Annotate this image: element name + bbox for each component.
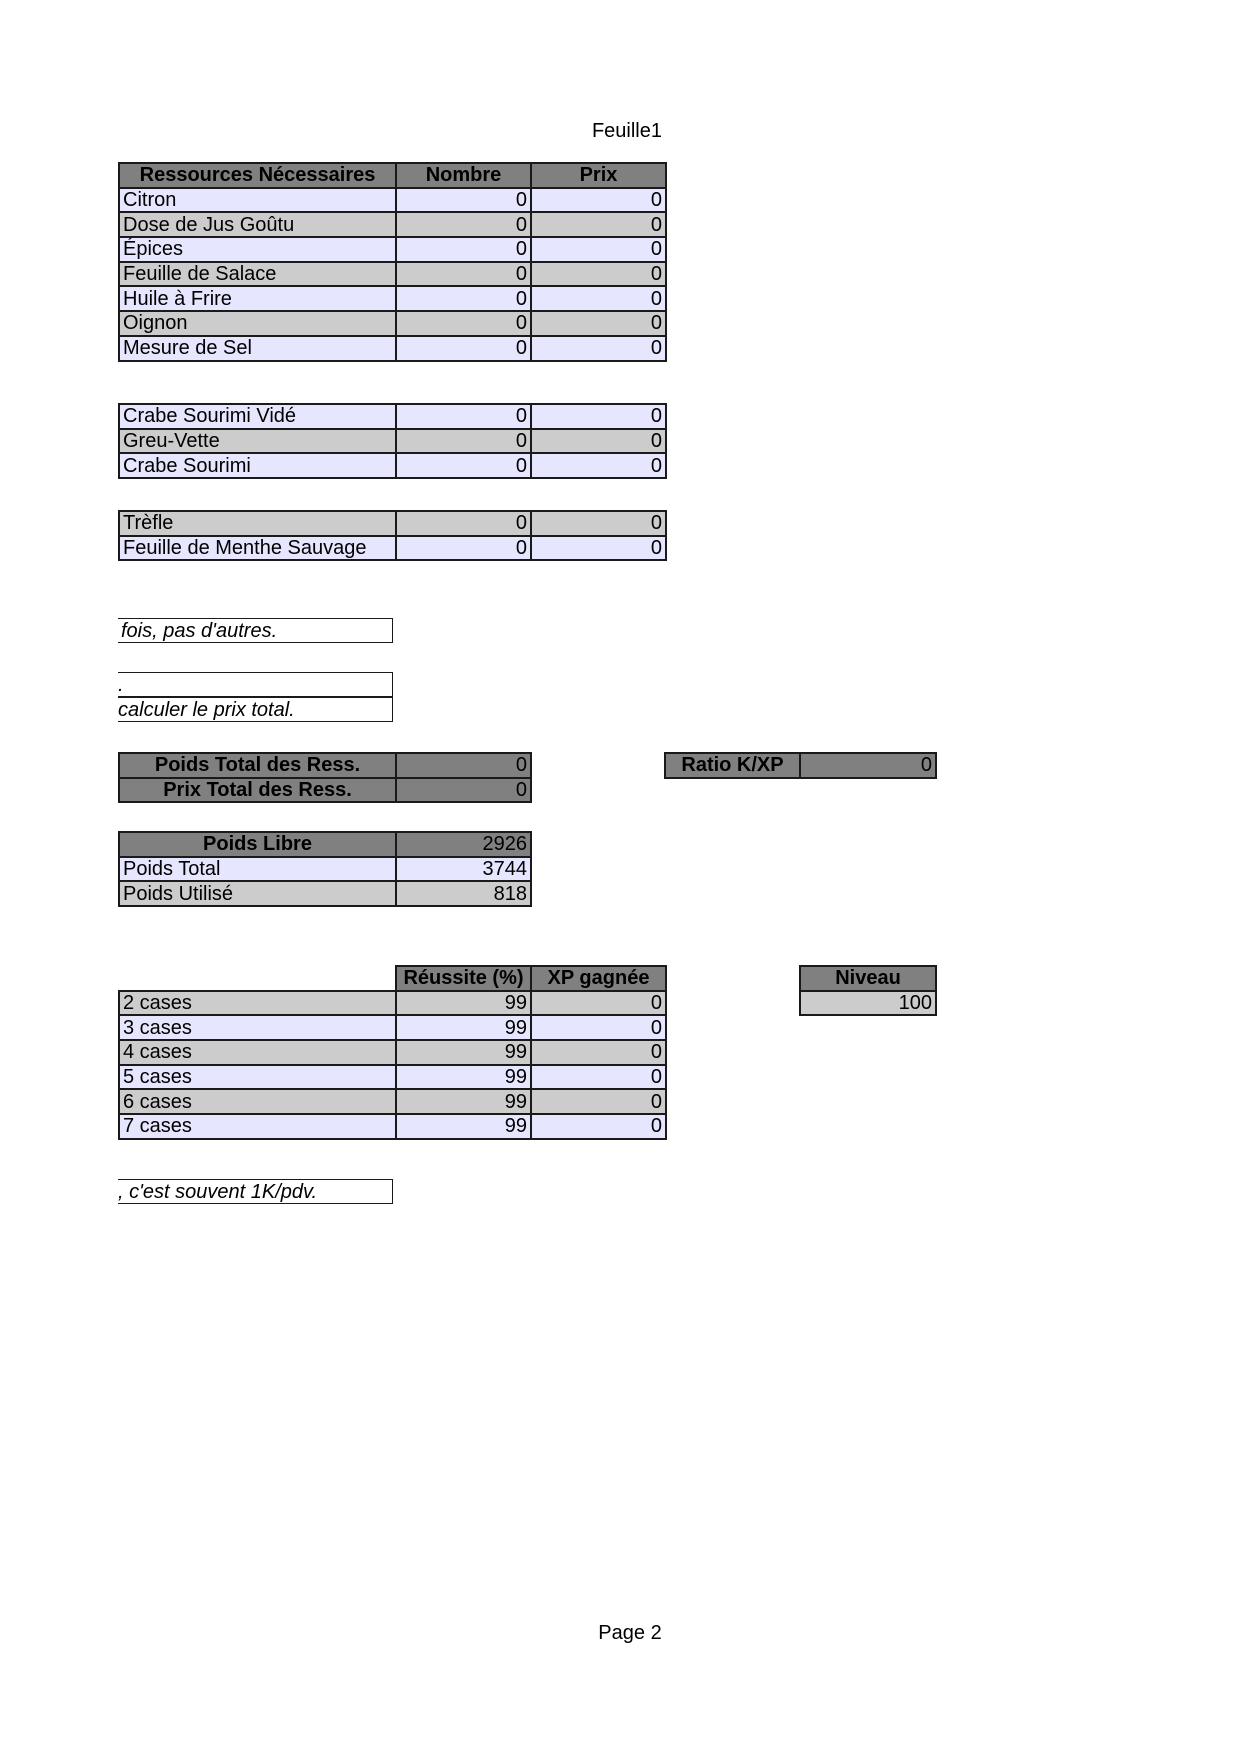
cell-nombre[interactable]: 0	[396, 536, 531, 561]
poids-total-label: Poids Total	[119, 857, 396, 882]
resources-table	[118, 162, 667, 362]
cell-reussite[interactable]: 99	[396, 1114, 531, 1139]
cell-prix[interactable]: 0	[531, 188, 666, 213]
poids-libre-value[interactable]: 2926	[396, 832, 531, 857]
cell-prix[interactable]: 0	[531, 311, 666, 336]
table-row	[119, 1040, 666, 1065]
table-row	[119, 188, 666, 213]
cell-cases: 2 cases	[119, 991, 396, 1016]
cell-xp[interactable]: 0	[531, 991, 666, 1016]
cell-prix[interactable]: 0	[531, 511, 666, 536]
cell-nombre[interactable]: 0	[396, 311, 531, 336]
table-header-row	[119, 966, 666, 991]
totals-table	[118, 752, 532, 803]
cell-prix[interactable]: 0	[531, 286, 666, 311]
cell-cases: 5 cases	[119, 1065, 396, 1090]
cell-xp[interactable]: 0	[531, 1089, 666, 1114]
table-row	[119, 778, 531, 803]
table-header-row	[119, 163, 666, 188]
resources-group-3	[118, 510, 667, 561]
table-row	[119, 311, 666, 336]
header-ressources: Ressources Nécessaires	[119, 163, 396, 188]
cell-nombre[interactable]: 0	[396, 453, 531, 478]
table-row	[665, 753, 936, 778]
poids-utilise-value[interactable]: 818	[396, 881, 531, 906]
prix-total-ress-label: Prix Total des Ress.	[119, 778, 396, 803]
cell-prix[interactable]: 0	[531, 237, 666, 262]
cell-name[interactable]: Greu-Vette	[119, 429, 396, 454]
table-row	[119, 881, 531, 906]
ratio-table	[664, 752, 937, 779]
poids-total-value[interactable]: 3744	[396, 857, 531, 882]
table-row	[119, 991, 666, 1016]
cell-name[interactable]: Crabe Sourimi Vidé	[119, 404, 396, 429]
poids-total-ress-label: Poids Total des Ress.	[119, 753, 396, 778]
note-cell-2a[interactable]: .	[118, 672, 393, 697]
table-row	[119, 753, 531, 778]
table-row	[119, 832, 531, 857]
table-row	[119, 237, 666, 262]
header-prix: Prix	[531, 163, 666, 188]
cell-reussite[interactable]: 99	[396, 1015, 531, 1040]
cell-name[interactable]: Citron	[119, 188, 396, 213]
poids-utilise-label: Poids Utilisé	[119, 881, 396, 906]
header-xp: XP gagnée	[531, 966, 666, 991]
table-row	[119, 286, 666, 311]
prix-total-ress-value[interactable]: 0	[396, 778, 531, 803]
sheet-title: Feuille1	[591, 120, 662, 142]
cell-cases: 7 cases	[119, 1114, 396, 1139]
note-cell-3[interactable]: , c'est souvent 1K/pdv.	[118, 1179, 393, 1204]
cell-prix[interactable]: 0	[531, 429, 666, 454]
table-header-row	[800, 966, 936, 991]
table-row	[119, 429, 666, 454]
table-row	[119, 262, 666, 287]
cell-xp[interactable]: 0	[531, 1015, 666, 1040]
niveau-label: Niveau	[800, 966, 936, 991]
cell-xp[interactable]: 0	[531, 1114, 666, 1139]
note-cell-1[interactable]: fois, pas d'autres.	[118, 618, 393, 643]
cell-reussite[interactable]: 99	[396, 1089, 531, 1114]
table-row	[119, 1015, 666, 1040]
cell-nombre[interactable]: 0	[396, 429, 531, 454]
cell-name[interactable]: Dose de Jus Goûtu	[119, 212, 396, 237]
ratio-label: Ratio K/XP	[665, 753, 800, 778]
header-nombre: Nombre	[396, 163, 531, 188]
cell-name[interactable]: Trèfle	[119, 511, 396, 536]
cell-nombre[interactable]: 0	[396, 286, 531, 311]
cell-prix[interactable]: 0	[531, 453, 666, 478]
table-row	[119, 511, 666, 536]
cell-name[interactable]: Mesure de Sel	[119, 336, 396, 361]
table-row	[800, 991, 936, 1016]
poids-libre-label: Poids Libre	[119, 832, 396, 857]
note-cell-2b[interactable]: calculer le prix total.	[118, 697, 393, 722]
table-row	[119, 1114, 666, 1139]
resources-group-2	[118, 403, 667, 479]
cell-name[interactable]: Oignon	[119, 311, 396, 336]
cell-prix[interactable]: 0	[531, 536, 666, 561]
poids-table	[118, 831, 532, 907]
table-row	[119, 1065, 666, 1090]
cell-name[interactable]: Feuille de Menthe Sauvage	[119, 536, 396, 561]
table-row	[119, 536, 666, 561]
cell-name[interactable]: Épices	[119, 237, 396, 262]
cell-reussite[interactable]: 99	[396, 1040, 531, 1065]
cell-xp[interactable]: 0	[531, 1040, 666, 1065]
cell-nombre[interactable]: 0	[396, 237, 531, 262]
table-row	[119, 336, 666, 361]
cell-name[interactable]: Huile à Frire	[119, 286, 396, 311]
table-row	[119, 212, 666, 237]
poids-total-ress-value[interactable]: 0	[396, 753, 531, 778]
cell-prix[interactable]: 0	[531, 262, 666, 287]
cell-prix[interactable]: 0	[531, 212, 666, 237]
cell-nombre[interactable]: 0	[396, 188, 531, 213]
cell-prix[interactable]: 0	[531, 404, 666, 429]
ratio-value[interactable]: 0	[800, 753, 936, 778]
cell-cases: 3 cases	[119, 1015, 396, 1040]
header-blank	[119, 966, 396, 991]
table-row	[119, 857, 531, 882]
cell-name[interactable]: Feuille de Salace	[119, 262, 396, 287]
table-row	[119, 1089, 666, 1114]
niveau-value[interactable]: 100	[800, 991, 936, 1016]
cell-nombre[interactable]: 0	[396, 212, 531, 237]
cell-name[interactable]: Crabe Sourimi	[119, 453, 396, 478]
xp-table	[118, 965, 667, 1140]
cell-nombre[interactable]: 0	[396, 404, 531, 429]
niveau-table	[799, 965, 937, 1016]
cell-nombre[interactable]: 0	[396, 336, 531, 361]
cell-nombre[interactable]: 0	[396, 262, 531, 287]
cell-reussite[interactable]: 99	[396, 1065, 531, 1090]
table-row	[119, 404, 666, 429]
cell-prix[interactable]: 0	[531, 336, 666, 361]
table-row	[119, 453, 666, 478]
cell-reussite[interactable]: 99	[396, 991, 531, 1016]
cell-xp[interactable]: 0	[531, 1065, 666, 1090]
cell-cases: 4 cases	[119, 1040, 396, 1065]
header-reussite: Réussite (%)	[396, 966, 531, 991]
page-number: Page 2	[598, 1622, 662, 1644]
cell-cases: 6 cases	[119, 1089, 396, 1114]
cell-nombre[interactable]: 0	[396, 511, 531, 536]
